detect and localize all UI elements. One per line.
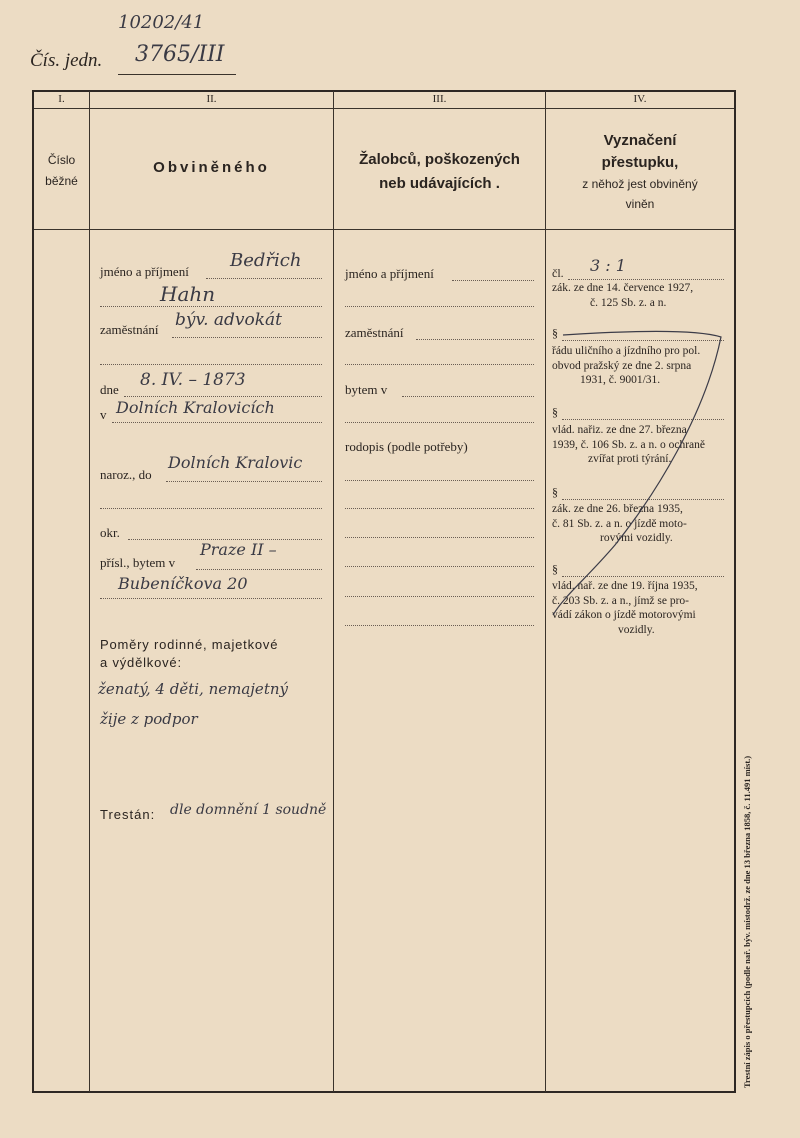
accused-family-label: Poměry rodinné, majetkové a výdělkové:	[100, 637, 279, 670]
cis-jedn-value: 3765/III	[135, 42, 225, 67]
accused-address-value: Bubeníčkova 20	[118, 574, 248, 593]
offence-block-5: vlád. nař. ze dne 19. října 1935, č. 203 Sb. z. a n., jímž se pro- vádí zákon o jízdě motorovými vozidly.	[552, 580, 698, 636]
accused-in-label: v	[100, 407, 107, 422]
accused-family-value-2: žije z podpor	[100, 710, 198, 728]
accused-naroz-label: naroz., do	[100, 467, 152, 482]
accused-born-label: dne	[100, 382, 119, 397]
plaintiff-residence-label: bytem v	[345, 382, 388, 397]
accused-prisl-value: Praze II –	[200, 540, 277, 559]
cis-jedn-underline	[118, 74, 236, 75]
col2-header: Obviněného	[153, 159, 270, 176]
side-note: Trestní zápis o přestupcích (podle nař. býv. místodrž. ze dne 13 března 1858, č. 11.491 míst.)	[742, 755, 752, 1088]
offence-block-4: zák. ze dne 26. března 1935, č. 81 Sb. z. a n. o jízdě moto- rovými vozidly.	[552, 503, 687, 544]
col-number-1: I.	[58, 93, 65, 105]
accused-naroz-value: Dolních Kralovic	[168, 453, 303, 472]
offence-block-1: zák. ze dne 14. července 1927, č. 125 Sb. z. a n.	[552, 282, 694, 309]
plaintiff-name-label: jméno a příjmení	[345, 266, 434, 281]
accused-okr-label: okr.	[100, 525, 120, 540]
offence-cl-prefix: čl.	[552, 266, 564, 280]
col3-header: Žalobců, poškozených neb udávajících .	[359, 151, 520, 192]
strike-through-line	[545, 325, 735, 625]
col4-header: Vyznačení přestupku, z něhož jest obviněný viněn	[582, 132, 698, 211]
accused-in-value: Dolních Kralovicích	[116, 398, 275, 417]
offence-article-value: 3 : 1	[590, 256, 626, 275]
offence-block-3: vlád. nařiz. ze dne 27. března 1939, č. 106 Sb. z. a n. o ochraně zvířat proti týrání.	[552, 424, 705, 465]
section-sign-3: §	[552, 405, 558, 419]
accused-punished-value: dle domnění 1 soudně	[170, 802, 327, 818]
col-number-2: II.	[206, 93, 217, 105]
cis-jedn-label: Čís. jedn.	[30, 50, 103, 71]
accused-first-name: Bedřich	[230, 250, 302, 271]
plaintiff-description-label: rodopis (podle potřeby)	[345, 439, 468, 454]
accused-born-value: 8. IV. – 1873	[140, 370, 246, 390]
archive-number: 10202/41	[118, 12, 205, 33]
section-sign-5: §	[552, 562, 558, 576]
accused-prisl-label: přísl., bytem v	[100, 555, 176, 570]
accused-last-name: Hahn	[160, 282, 216, 306]
section-sign-2: §	[552, 326, 558, 340]
col-number-4: IV.	[633, 93, 647, 105]
accused-occupation-label: zaměstnání	[100, 322, 159, 337]
accused-family-value-1: ženatý, 4 děti, nemajetný	[98, 680, 288, 698]
offence-block-2: řádu uličního a jízdního pro pol. obvod pražský ze dne 2. srpna 1931, č. 9001/31.	[552, 345, 701, 386]
accused-name-label: jméno a příjmení	[100, 264, 189, 279]
plaintiff-occupation-label: zaměstnání	[345, 325, 404, 340]
section-sign-4: §	[552, 485, 558, 499]
col-number-3: III.	[432, 93, 447, 105]
accused-occupation-value: býv. advokát	[175, 310, 283, 330]
col1-header: Číslo běžné	[45, 153, 78, 188]
accused-punished-label: Trestán:	[100, 807, 156, 822]
